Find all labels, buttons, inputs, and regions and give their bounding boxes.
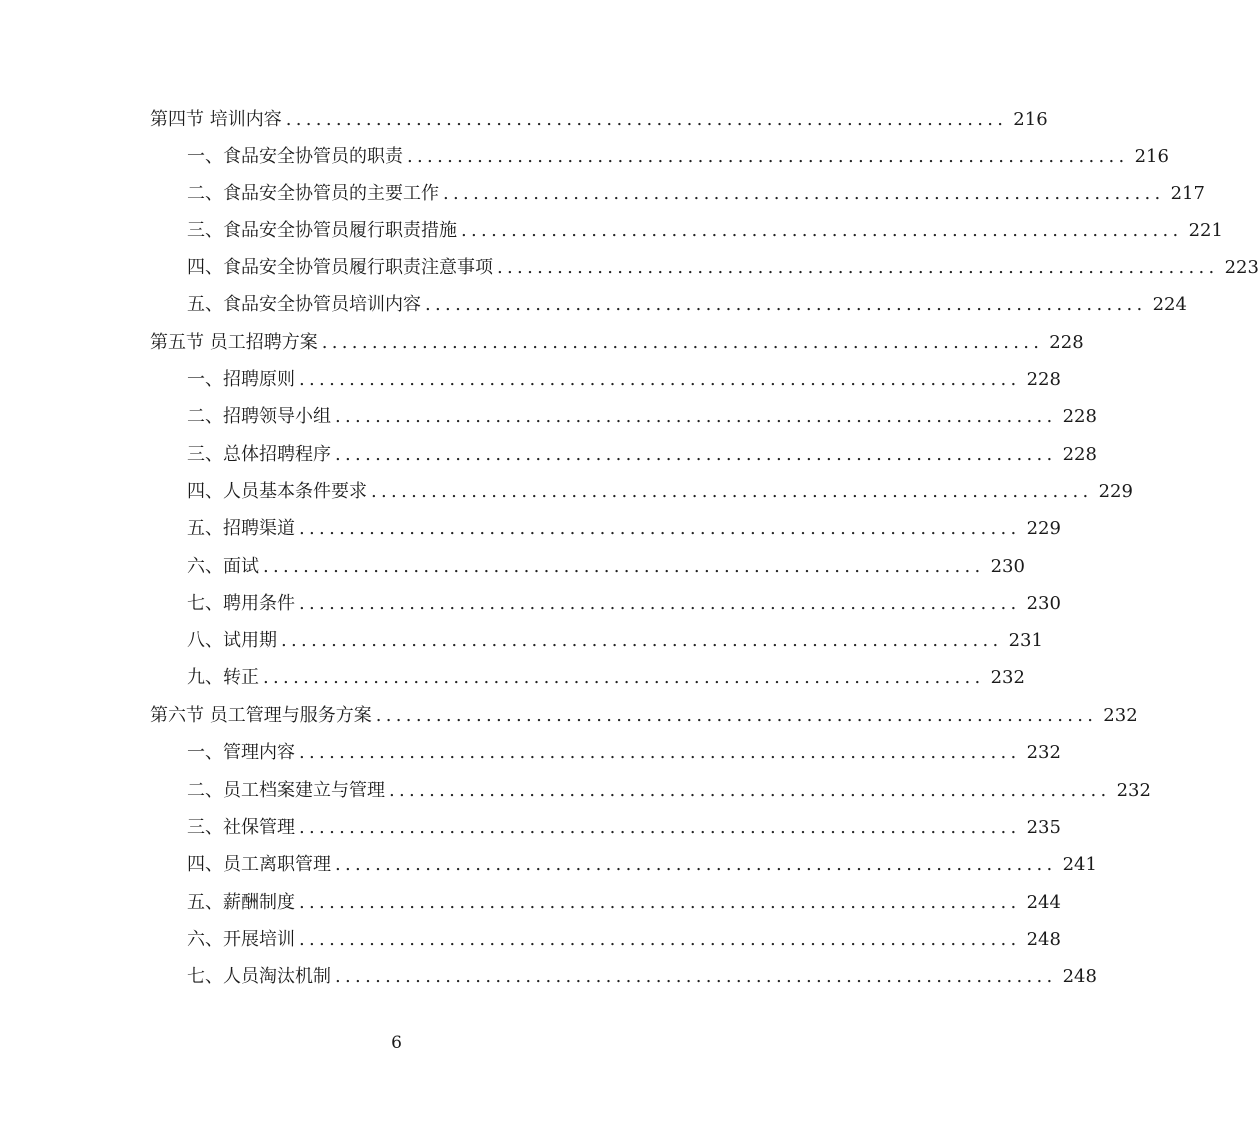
toc-leader-dots: ........................................................................ [497,257,1219,278]
toc-entry-page: 244 [1026,892,1061,913]
toc-entry-title: 二、招聘领导小组 [187,406,331,427]
toc-entry-title: 四、员工离职管理 [187,854,331,875]
toc-leader-dots: ........................................................................ [335,444,1057,465]
toc-entry-section-6[interactable] [150,701,1138,731]
toc-leader-dots: ........................................................................ [375,705,1098,726]
toc-entry[interactable] [187,589,1061,619]
toc-entry[interactable] [187,477,1133,507]
toc-entry-title: 五、招聘渠道 [187,518,295,539]
toc-entry[interactable] [187,850,1097,880]
toc-entry-title: 六、面试 [187,556,259,577]
toc-leader-dots: ........................................................................ [299,892,1021,913]
toc-leader-dots: ........................................................................ [263,667,985,688]
toc-entry[interactable] [187,440,1097,470]
toc-leader-dots: ........................................................................ [321,332,1044,353]
toc-entry-page: 216 [1013,109,1048,130]
toc-leader-dots: ........................................................................ [281,630,1003,651]
toc-leader-dots: ........................................................................ [299,518,1021,539]
toc-leader-dots: ........................................................................ [299,817,1021,838]
toc-entry-page: 232 [1116,780,1151,801]
toc-leader-dots: ........................................................................ [299,929,1021,950]
toc-entry-title: 七、人员淘汰机制 [187,966,331,987]
toc-entry-title: 一、招聘原则 [187,369,295,390]
toc-entry[interactable] [187,179,1205,209]
toc-entry[interactable] [187,402,1097,432]
toc-entry-page: 248 [1026,929,1061,950]
toc-entry[interactable] [187,738,1061,768]
toc-entry[interactable] [187,888,1061,918]
toc-entry-page: 232 [990,667,1025,688]
toc-leader-dots: ........................................................................ [335,406,1057,427]
toc-entry-title: 五、薪酬制度 [187,892,295,913]
toc-leader-dots: ........................................................................ [299,742,1021,763]
toc-entry-page: 232 [1103,705,1138,726]
toc-entry-page: 216 [1134,146,1169,167]
toc-entry-page: 230 [990,556,1025,577]
toc-entry[interactable] [187,253,1259,283]
toc-leader-dots: ........................................................................ [443,183,1165,204]
toc-leader-dots: ........................................................................ [285,109,1008,130]
toc-entry-title: 二、员工档案建立与管理 [187,780,385,801]
toc-entry-title: 三、社保管理 [187,817,295,838]
toc-entry-page: 224 [1152,294,1187,315]
toc-entry[interactable] [187,514,1061,544]
toc-entry[interactable] [187,216,1223,246]
toc-entry-title: 七、聘用条件 [187,593,295,614]
toc-entry[interactable] [187,962,1097,992]
toc-entry-title: 第五节 员工招聘方案 [150,332,318,353]
toc-entry-page: 229 [1098,481,1133,502]
toc-entry[interactable] [187,365,1061,395]
toc-entry[interactable] [187,663,1025,693]
toc-entry-section-5[interactable] [150,328,1084,358]
toc-entry-page: 241 [1062,854,1097,875]
toc-entry-title: 三、食品安全协管员履行职责措施 [187,220,457,241]
toc-entry-page: 228 [1062,406,1097,427]
toc-entry-page: 228 [1049,332,1084,353]
toc-leader-dots: ........................................................................ [263,556,985,577]
toc-entry-page: 230 [1026,593,1061,614]
toc-leader-dots: ........................................................................ [371,481,1093,502]
toc-entry-page: 231 [1008,630,1043,651]
page-number: 6 [391,1033,402,1053]
toc-leader-dots: ........................................................................ [335,966,1057,987]
toc-entry-title: 第四节 培训内容 [150,109,282,130]
toc-entry-page: 223 [1224,257,1259,278]
toc-entry-title: 三、总体招聘程序 [187,444,331,465]
toc-entry-page: 235 [1026,817,1061,838]
toc-leader-dots: ........................................................................ [425,294,1147,315]
toc-leader-dots: ........................................................................ [389,780,1111,801]
toc-entry-title: 四、人员基本条件要求 [187,481,367,502]
toc-entry-title: 二、食品安全协管员的主要工作 [187,183,439,204]
toc-entry[interactable] [187,626,1043,656]
toc-leader-dots: ........................................................................ [299,593,1021,614]
toc-entry-page: 229 [1026,518,1061,539]
toc-entry-page: 221 [1188,220,1223,241]
toc-entry-title: 五、食品安全协管员培训内容 [187,294,421,315]
toc-leader-dots: ........................................................................ [299,369,1021,390]
toc-entry[interactable] [187,552,1025,582]
toc-entry[interactable] [187,776,1151,806]
toc-entry-title: 九、转正 [187,667,259,688]
toc-entry[interactable] [187,813,1061,843]
toc-entry-title: 一、食品安全协管员的职责 [187,146,403,167]
toc-entry-page: 228 [1062,444,1097,465]
toc-leader-dots: ........................................................................ [461,220,1183,241]
toc-entry-section-4[interactable] [150,105,1048,135]
toc-leader-dots: ........................................................................ [407,146,1129,167]
toc-entry-title: 一、管理内容 [187,742,295,763]
toc-entry-title: 第六节 员工管理与服务方案 [150,705,372,726]
toc-entry[interactable] [187,142,1169,172]
toc-entry[interactable] [187,925,1061,955]
toc-entry-title: 八、试用期 [187,630,277,651]
toc-entry-title: 六、开展培训 [187,929,295,950]
toc-leader-dots: ........................................................................ [335,854,1057,875]
toc-entry-title: 四、食品安全协管员履行职责注意事项 [187,257,493,278]
toc-entry-page: 217 [1170,183,1205,204]
toc-entry-page: 232 [1026,742,1061,763]
toc-entry[interactable] [187,290,1187,320]
toc-entry-page: 248 [1062,966,1097,987]
toc-entry-page: 228 [1026,369,1061,390]
